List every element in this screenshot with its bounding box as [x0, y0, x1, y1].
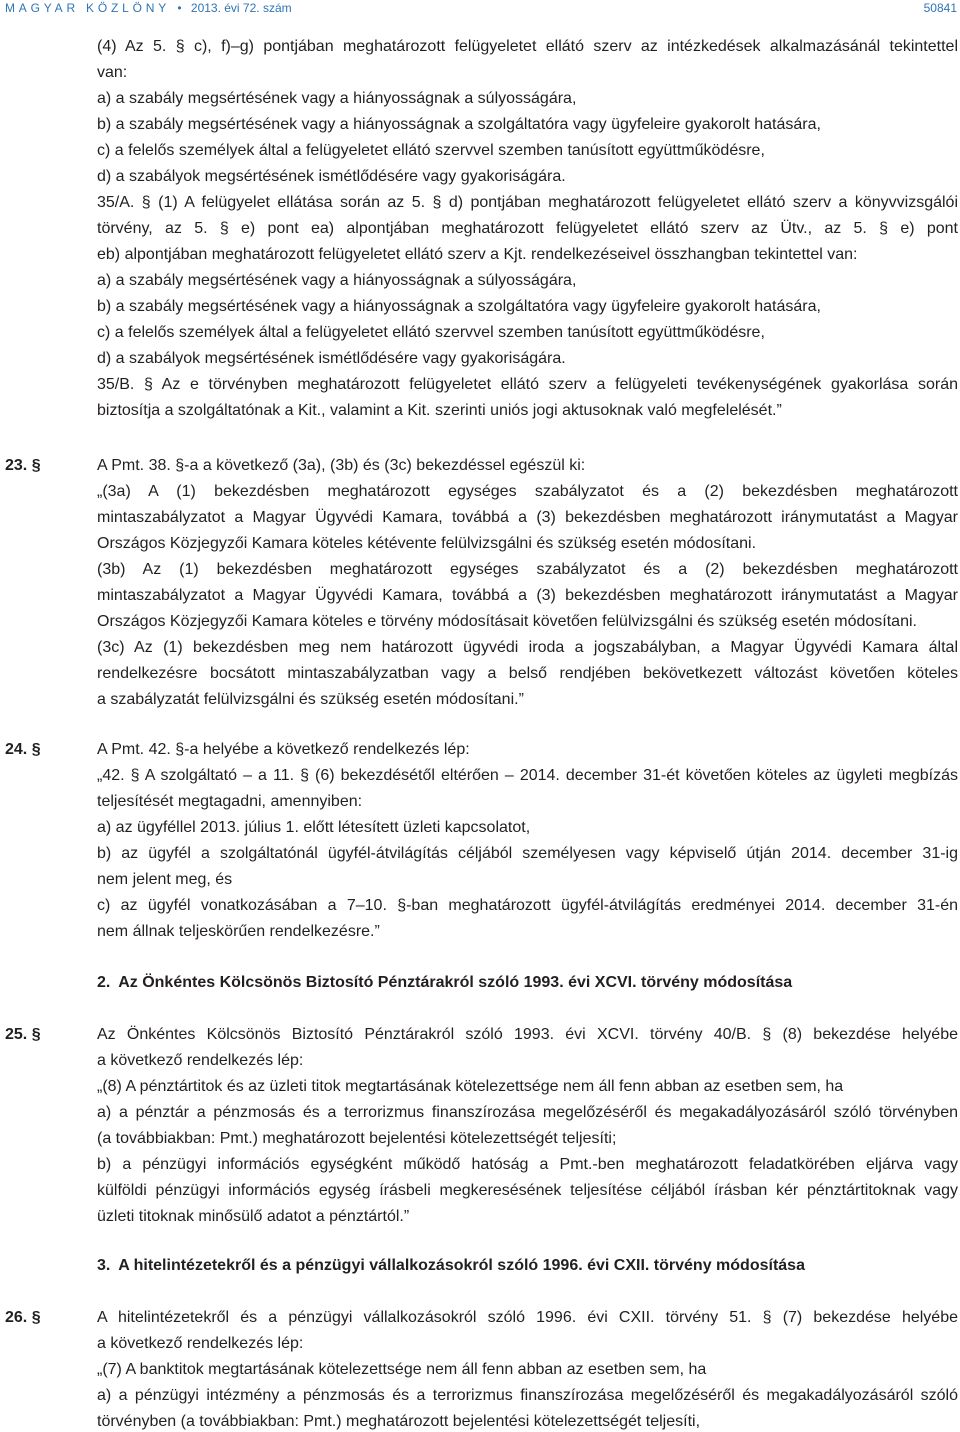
text-line: a szabályzatát felülvizsgálni és szükség esetén módosítani.” [97, 691, 524, 708]
list-item-line: törvényben (a továbbiakban: Pmt.) meghatározott bejelentési kötelezettségét teljesíti, [97, 1413, 701, 1430]
section-number: 25. § [5, 1026, 41, 1043]
section-26 [0, 1305, 960, 1432]
list-item-line: a) az ügyféllel 2013. július 1. előtt létesített üzleti kapcsolatot, [97, 819, 531, 836]
section-25 [0, 1022, 960, 1230]
intro-paragraphs [0, 34, 960, 424]
section-23 [0, 453, 960, 713]
running-header [5, 0, 292, 16]
list-item-line: b) a szabály megsértésének vagy a hiányosságnak a szolgáltatóra vagy ügyfeleire gyakorolt hatására, [97, 116, 821, 133]
text-line: A hitelintézetekről és a pénzügyi vállalkozásokról szóló 1996. évi CXII. törvény 51. § (7) bekezdése helyébe [97, 1309, 958, 1326]
list-item-line: nem állnak teljeskörűen rendelkezésre.” [97, 923, 380, 940]
list-item-line: üzleti titoknak minősülő adatot a pénztártól.” [97, 1208, 410, 1225]
list-item-line: külföldi pénzügyi információs egység írásbeli megkeresésének teljesítése céljából írásban kér pénztártitoknak vagy [97, 1182, 958, 1199]
text-line: eb) alpontjában meghatározott felügyeletet ellátó szerv a Kjt. rendelkezéseivel összhangban tekintettel van: [97, 246, 858, 263]
text-line: „(3a) A (1) bekezdésben meghatározott egységes szabályzatot és a (2) bekezdésben meghatározott [97, 483, 958, 500]
chapter-number: 2. [97, 974, 111, 991]
list-item-line: b) a pénzügyi információs egységként működő hatóság a Pmt.-ben meghatározott feladatkörében eljárva vagy [97, 1156, 958, 1173]
list-item-line: (a továbbiakban: Pmt.) meghatározott bejelentési kötelezettségét teljesíti; [97, 1130, 617, 1147]
list-item-line: d) a szabályok megsértésének ismétlődésére vagy gyakoriságára. [97, 350, 566, 367]
section-number: 26. § [5, 1309, 41, 1326]
text-line: 35/B. § Az e törvényben meghatározott felügyeletet ellátó szerv a felügyeleti tevékenységének gyakorlása során [97, 376, 958, 393]
page-number: 50841 [923, 1, 957, 15]
list-item-line: a) a szabály megsértésének vagy a hiányosságnak a súlyosságára, [97, 90, 577, 107]
text-line: „(8) A pénztártitok és az üzleti titok megtartásának kötelezettsége nem áll fenn abban az esetben sem, ha [97, 1078, 844, 1095]
list-item-line: d) a szabályok megsértésének ismétlődésére vagy gyakoriságára. [97, 168, 566, 185]
text-line: törvény, az 5. § e) pont ea) alpontjában meghatározott felügyeletet ellátó szerv az Ütv., az 5. § e) pont [97, 220, 958, 237]
text-line: teljesítését megtagadni, amennyiben: [97, 793, 363, 810]
text-line: Országos Közjegyzői Kamara köteles e törvény módosításait követően felülvizsgálni és szükség esetén módosítani. [97, 613, 917, 630]
list-item-line: a) a pénztár a pénzmosás és a terrorizmus finanszírozása megelőzéséről és megakadályozásáról szóló törvényben [97, 1104, 958, 1121]
publication-title: MAGYAR KÖZLÖNY [5, 1, 170, 15]
text-line: „42. § A szolgáltató – a 11. § (6) bekezdésétől eltérően – 2014. december 31-ét követően köteles az ügyleti megbízás [97, 767, 958, 784]
list-item-line: c) a felelős személyek által a felügyeletet ellátó szervvel szemben tanúsított együttműködésre, [97, 142, 765, 159]
list-item-line: b) a szabály megsértésének vagy a hiányosságnak a szolgáltatóra vagy ügyfeleire gyakorolt hatására, [97, 298, 821, 315]
chapter-title: A hitelintézetekről és a pénzügyi vállalkozásokról szóló 1996. évi CXII. törvény módosítása [118, 1257, 805, 1274]
text-line: A Pmt. 38. §-a a következő (3a), (3b) és (3c) bekezdéssel egészül ki: [97, 457, 586, 474]
text-line: Országos Közjegyzői Kamara köteles kétévente felülvizsgálni és szükség esetén módosítani. [97, 535, 757, 552]
header-separator: • [177, 1, 182, 15]
list-item-line: c) az ügyfél vonatkozásában a 7–10. §-ban meghatározott ügyfél-átvilágítás eredményei 2014. december 31-én [97, 897, 958, 914]
text-line: biztosítja a szolgáltatónak a Kit., valamint a Kit. szerinti uniós jogi aktusoknak való megfelelését.” [97, 402, 782, 419]
text-line: van: [97, 64, 128, 81]
text-line: a következő rendelkezés lép: [97, 1052, 304, 1069]
text-line: a következő rendelkezés lép: [97, 1335, 304, 1352]
document-body [0, 34, 960, 1432]
issue-number: 2013. évi 72. szám [190, 1, 292, 15]
list-item-line: b) az ügyfél a szolgáltatónál ügyfél-átvilágítás céljából személyesen vagy képviselő útján 2014. december 31-ig [97, 845, 958, 862]
text-line: 35/A. § (1) A felügyelet ellátása során az 5. § d) pontjában meghatározott felügyeletet ellátó szerv a könyvvizsgálói [97, 194, 958, 211]
text-line: A Pmt. 42. §-a helyébe a következő rendelkezés lép: [97, 741, 470, 758]
section-24 [0, 737, 960, 945]
chapter-title: Az Önkéntes Kölcsönös Biztosító Pénztárakról szóló 1993. évi XCVI. törvény módosítása [118, 974, 793, 991]
section-number: 24. § [5, 741, 41, 758]
text-line: (3b) Az (1) bekezdésben meghatározott egységes szabályzatot és a (2) bekezdésben meghatározott [97, 561, 958, 578]
list-item-line: c) a felelős személyek által a felügyeletet ellátó szervvel szemben tanúsított együttműködésre, [97, 324, 765, 341]
list-item-line: a) a szabály megsértésének vagy a hiányosságnak a súlyosságára, [97, 272, 577, 289]
section-number: 23. § [5, 457, 41, 474]
list-item-line: nem jelent meg, és [97, 871, 233, 888]
chapter-heading [97, 1253, 958, 1279]
text-line: (4) Az 5. § c), f)–g) pontjában meghatározott felügyeletet ellátó szerv az intézkedések alkalmazásánál tekintettel [97, 38, 958, 55]
text-line: mintaszabályzatot a Magyar Ügyvédi Kamara, továbbá a (3) bekezdésben meghatározott iránymutatást a Magyar [97, 587, 958, 604]
text-line: rendelkezésre bocsátott mintaszabályzatban vagy a belső rendjében bekövetkezett változást követően köteles [97, 665, 958, 682]
chapter-number: 3. [97, 1257, 111, 1274]
text-line: Az Önkéntes Kölcsönös Biztosító Pénztárakról szóló 1993. évi XCVI. törvény 40/B. § (8) bekezdése helyébe [97, 1026, 958, 1043]
text-line: (3c) Az (1) bekezdésben meg nem határozott ügyvédi iroda a jogszabályban, a Magyar Ügyvédi Kamara által [97, 639, 958, 656]
chapter-heading [97, 970, 958, 996]
list-item-line: a) a pénzügyi intézmény a pénzmosás és a terrorizmus finanszírozása megelőzéséről és megakadályozásáról szóló [97, 1387, 958, 1404]
text-line: „(7) A banktitok megtartásának kötelezettsége nem áll fenn abban az esetben sem, ha [97, 1361, 707, 1378]
text-line: mintaszabályzatot a Magyar Ügyvédi Kamara, továbbá a (3) bekezdésben meghatározott iránymutatást a Magyar [97, 509, 958, 526]
